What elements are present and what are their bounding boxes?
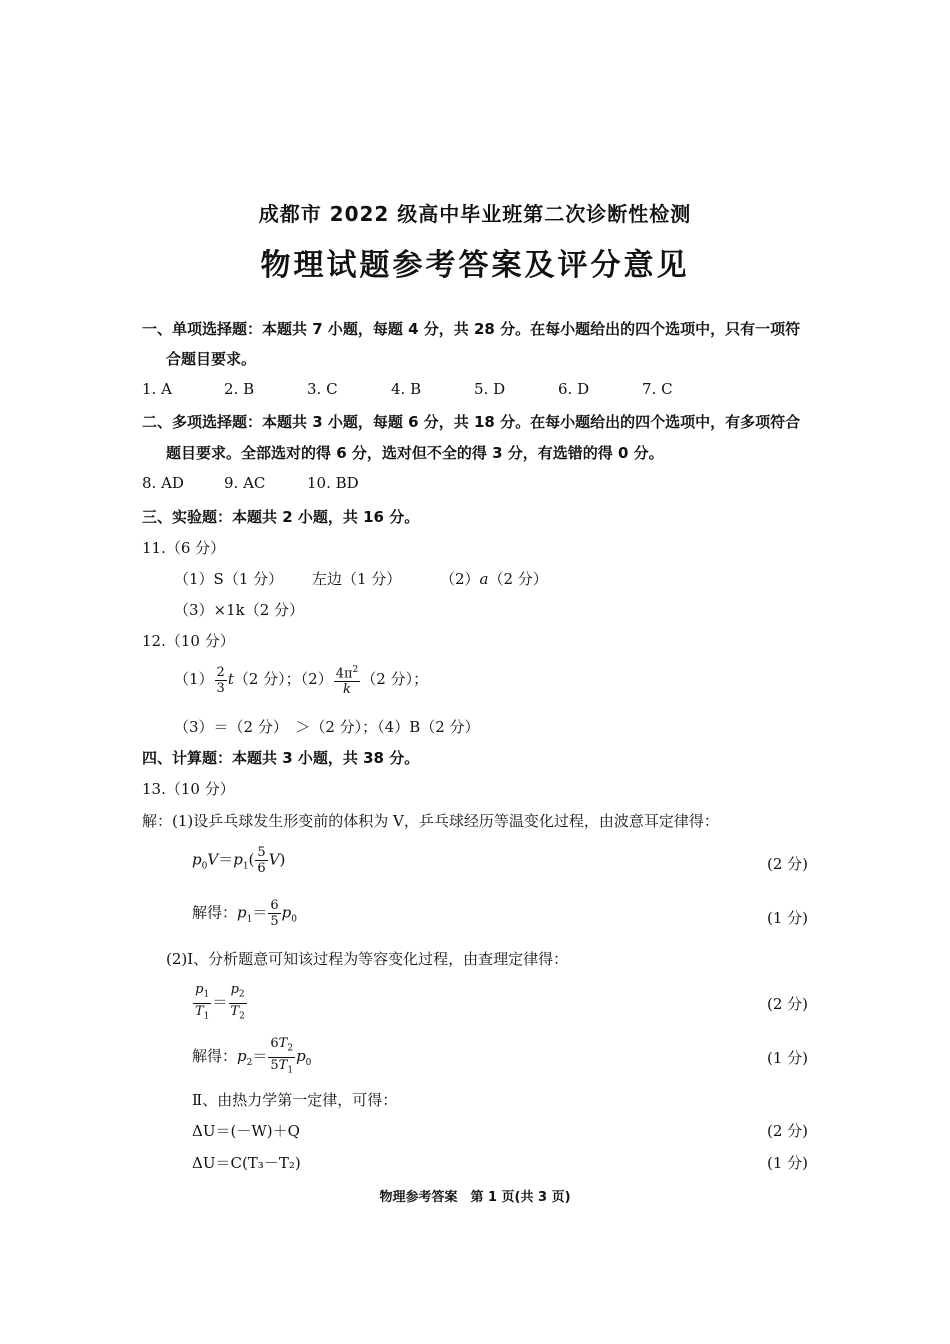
q11-title: 11.（6 分）: [142, 539, 226, 557]
answer-4: 4. B: [391, 380, 422, 398]
q12-line1: （1） $\frac{2}{3}$ t（2 分）；（2） $\frac{4\pi^2}{k}$ （2 分）；: [174, 664, 429, 698]
answer-3: 3. C: [307, 380, 338, 398]
section1-heading-cont: 合题目要求。: [166, 350, 257, 368]
eq3-score: (2 分): [766, 995, 808, 1013]
q13-step1: 解：(1)设乒乓球发生形变前的体积为 V，乒乓球经历等温变化过程，由波意耳定律得：: [142, 812, 719, 830]
fraction-2-3: $\frac{2}{3}$: [216, 664, 225, 696]
equation-p1: 解得：$p_1=$ $\frac{6}{5}$ $p_0$: [192, 898, 297, 929]
answer-10: 10. BD: [307, 474, 359, 492]
document-title-line2: 物理试题参考答案及评分意见: [260, 248, 690, 283]
answer-6: 6. D: [558, 380, 590, 398]
equation-internal-energy: ΔU＝C(T₃－T₂): [192, 1154, 301, 1172]
equation-first-law: ΔU＝(－W)＋Q: [192, 1122, 300, 1140]
q13-step3: Ⅱ、由热力学第一定律，可得：: [192, 1091, 398, 1109]
eq5-score: (2 分): [766, 1122, 808, 1140]
section3-heading: 三、实验题：本题共 2 小题，共 16 分。: [142, 508, 420, 526]
answer-7: 7. C: [642, 380, 673, 398]
q11-part1: （1）S（1 分）: [174, 570, 284, 588]
section4-heading: 四、计算题：本题共 3 小题，共 38 分。: [142, 749, 420, 767]
page-footer: 物理参考答案 第 1 页(共 3 页): [379, 1190, 571, 1205]
answer-5: 5. D: [474, 380, 506, 398]
answer-9: 9. AC: [224, 474, 266, 492]
q11-part2: （2）a（2 分）: [440, 570, 548, 588]
equation-charles: $\frac{p_1}{T_1}$ ＝ $\frac{p_2}{T_2}$: [195, 982, 245, 1022]
section2-heading-cont: 题目要求。全部选对的得 6 分，选对但不全的得 3 分，有选错的得 0 分。: [166, 444, 664, 462]
equation-boyle: $p_0V=p_1$( $\frac{5}{6}$ V): [192, 845, 286, 876]
eq6-score: (1 分): [766, 1154, 808, 1172]
q12-line2: （3）＝（2 分） ＞（2 分）；（4）B（2 分）: [174, 718, 480, 736]
q11-part3: （3）×1k（2 分）: [174, 601, 305, 619]
fraction-4pi2-k: $\frac{4\pi^2}{k}$: [335, 665, 359, 698]
q13-step2: (2)Ⅰ、分析题意可知该过程为等容变化过程，由查理定律得：: [166, 950, 569, 968]
eq2-score: (1 分): [766, 909, 808, 927]
equation-p2: 解得：$p_2=$ $\frac{6T_2}{5T_1}$ $p_0$: [192, 1036, 312, 1076]
section2-heading: 二、多项选择题：本题共 3 小题，每题 6 分，共 18 分。在每小题给出的四个选项中，有多项符合: [142, 413, 801, 431]
eq4-score: (1 分): [766, 1049, 808, 1067]
document-title-line1: 成都市 2022 级高中毕业班第二次诊断性检测: [258, 202, 692, 226]
q13-title: 13.（10 分）: [142, 780, 235, 798]
eq1-score: (2 分): [766, 855, 808, 873]
answer-1: 1. A: [142, 380, 172, 398]
q12-title: 12.（10 分）: [142, 632, 235, 650]
section1-heading: 一、单项选择题：本题共 7 小题，每题 4 分，共 28 分。在每小题给出的四个选项中，只有一项符: [142, 320, 801, 338]
answer-8: 8. AD: [142, 474, 184, 492]
q11-part1b: 左边（1 分）: [312, 570, 402, 588]
answer-2: 2. B: [224, 380, 255, 398]
